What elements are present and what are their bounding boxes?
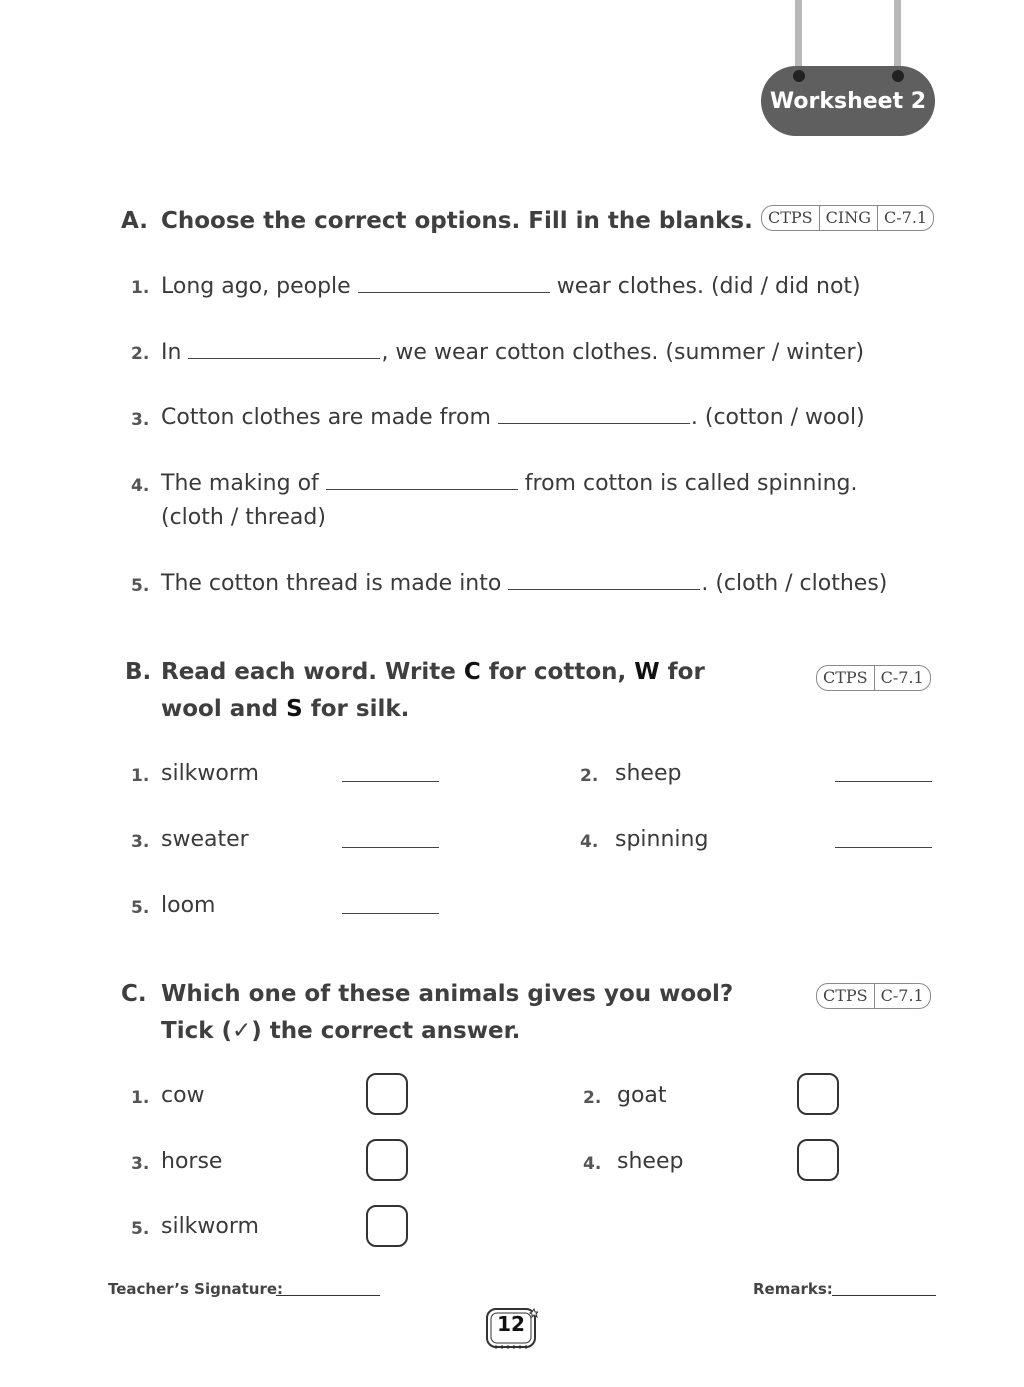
hanger-hole-right bbox=[892, 70, 904, 82]
animal-option: cow bbox=[161, 1083, 205, 1108]
answer-blank[interactable] bbox=[498, 422, 690, 424]
heading-part: for silk. bbox=[310, 696, 410, 722]
item-number: 3. bbox=[131, 1154, 150, 1174]
answer-blank[interactable] bbox=[188, 357, 380, 359]
answer-blank[interactable] bbox=[326, 488, 518, 490]
item-number: 5. bbox=[131, 1219, 150, 1239]
item-number: 2. bbox=[131, 344, 150, 364]
answer-blank[interactable] bbox=[342, 913, 439, 914]
tick-checkbox[interactable] bbox=[366, 1073, 408, 1115]
section-a-letter: A. bbox=[121, 208, 148, 234]
worksheet-title: Worksheet 2 bbox=[761, 66, 935, 136]
item-number: 4. bbox=[583, 1154, 602, 1174]
skill-tag: C-7.1 bbox=[874, 984, 930, 1008]
heading-part: wool and bbox=[161, 696, 279, 722]
item-number: 2. bbox=[583, 1088, 602, 1108]
word: spinning bbox=[615, 827, 709, 852]
section-c-text-line2: Tick (✓) the correct answer. bbox=[161, 1018, 521, 1044]
word: sweater bbox=[161, 827, 249, 852]
section-a-text: Choose the correct options. Fill in the blanks. bbox=[161, 208, 753, 234]
word: loom bbox=[161, 893, 216, 918]
fill-blank-sentence bbox=[161, 338, 864, 368]
sentence-start: Long ago, people bbox=[161, 274, 351, 299]
animal-option: sheep bbox=[617, 1149, 684, 1174]
item-number: 1. bbox=[131, 1088, 150, 1108]
page-number-badge bbox=[484, 1306, 538, 1352]
sentence-end: wear clothes. (did / did not) bbox=[556, 274, 861, 299]
section-c-skill-tags bbox=[816, 983, 931, 1009]
word: sheep bbox=[615, 761, 682, 786]
sentence-end: from cotton is called spinning. bbox=[524, 471, 858, 496]
teacher-signature-label: Teacher’s Signature: bbox=[108, 1280, 284, 1298]
heading-key-w: W bbox=[634, 659, 660, 685]
section-b-letter: B. bbox=[125, 659, 152, 685]
fill-blank-sentence bbox=[161, 403, 865, 433]
section-b-skill-tags bbox=[816, 665, 931, 691]
animal-option: horse bbox=[161, 1149, 223, 1174]
heading-part: for cotton, bbox=[488, 659, 627, 685]
tick-checkbox[interactable] bbox=[366, 1139, 408, 1181]
sentence-start: The making of bbox=[161, 471, 319, 496]
answer-blank[interactable] bbox=[835, 847, 932, 848]
teacher-signature-line[interactable] bbox=[276, 1295, 380, 1296]
section-c-text-line1: Which one of these animals gives you wool? bbox=[161, 981, 734, 1007]
answer-blank[interactable] bbox=[342, 847, 439, 848]
item-number: 3. bbox=[131, 832, 150, 852]
section-b-text-line2 bbox=[161, 691, 409, 728]
skill-tag: CTPS bbox=[768, 208, 813, 227]
section-c-letter: C. bbox=[121, 981, 147, 1007]
sentence-start: In bbox=[161, 340, 182, 365]
hanger-hole-left bbox=[793, 70, 805, 82]
skill-tag: C-7.1 bbox=[874, 666, 930, 690]
fill-blank-sentence bbox=[161, 272, 861, 302]
heading-key-s: S bbox=[286, 696, 303, 722]
answer-blank[interactable] bbox=[358, 291, 550, 293]
sentence-end: . (cloth / clothes) bbox=[701, 571, 888, 596]
skill-tag: CTPS bbox=[823, 986, 868, 1005]
remarks-line[interactable] bbox=[832, 1295, 936, 1296]
fill-blank-sentence bbox=[161, 469, 857, 499]
item-number: 4. bbox=[131, 476, 150, 496]
animal-option: goat bbox=[617, 1083, 667, 1108]
answer-blank[interactable] bbox=[508, 588, 700, 590]
skill-tag: CTPS bbox=[823, 668, 868, 687]
sentence-start: Cotton clothes are made from bbox=[161, 405, 491, 430]
fill-blank-sentence bbox=[161, 569, 887, 599]
sentence-options: (cloth / thread) bbox=[161, 505, 326, 530]
item-number: 3. bbox=[131, 410, 150, 430]
item-number: 1. bbox=[131, 278, 150, 298]
tick-checkbox[interactable] bbox=[797, 1139, 839, 1181]
item-number: 2. bbox=[580, 766, 599, 786]
heading-key-c: C bbox=[463, 659, 481, 685]
answer-blank[interactable] bbox=[342, 781, 439, 782]
tick-checkbox[interactable] bbox=[797, 1073, 839, 1115]
heading-part: Read each word. Write bbox=[161, 659, 456, 685]
skill-tag: CING bbox=[819, 206, 877, 230]
section-a-skill-tags bbox=[761, 205, 934, 231]
sentence-start: The cotton thread is made into bbox=[161, 571, 502, 596]
item-number: 1. bbox=[131, 766, 150, 786]
word: silkworm bbox=[161, 761, 259, 786]
heading-part: for bbox=[667, 659, 705, 685]
item-number: 5. bbox=[131, 898, 150, 918]
remarks-label: Remarks: bbox=[753, 1280, 833, 1298]
item-number: 4. bbox=[580, 832, 599, 852]
sentence-end: , we wear cotton clothes. (summer / winter) bbox=[381, 340, 865, 365]
sentence-end: . (cotton / wool) bbox=[690, 405, 865, 430]
item-number: 5. bbox=[131, 576, 150, 596]
answer-blank[interactable] bbox=[835, 781, 932, 782]
tick-checkbox[interactable] bbox=[366, 1205, 408, 1247]
skill-tag: C-7.1 bbox=[877, 206, 933, 230]
page-number: 12 bbox=[497, 1312, 525, 1336]
section-b-text-line1 bbox=[161, 654, 705, 691]
animal-option: silkworm bbox=[161, 1214, 259, 1239]
